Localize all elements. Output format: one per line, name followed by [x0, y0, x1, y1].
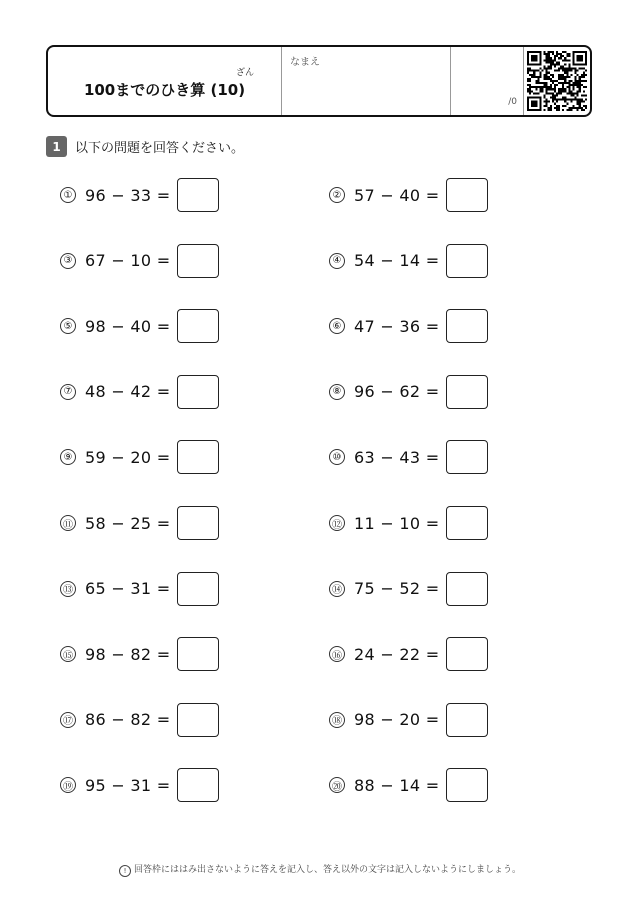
- answer-box[interactable]: [446, 572, 488, 606]
- problem-expression: 54 − 14 =: [354, 251, 440, 271]
- problem-number: ⑬: [60, 581, 76, 597]
- problem-expression: 48 − 42 =: [85, 382, 171, 402]
- problem-expression: 65 − 31 =: [85, 579, 171, 599]
- problem-number: ⑧: [329, 384, 345, 400]
- problem-expression: 86 − 82 =: [85, 710, 171, 730]
- problem-number: ⑪: [60, 515, 76, 531]
- problem-number: ④: [329, 253, 345, 269]
- instruction-row: [46, 136, 244, 157]
- problem-expression: 98 − 40 =: [85, 316, 171, 336]
- problem-expression: 63 − 43 =: [354, 447, 440, 467]
- problem-number: ⑥: [329, 318, 345, 334]
- problem-number: ⑳: [329, 777, 345, 793]
- problem-number: ⑮: [60, 646, 76, 662]
- answer-box[interactable]: [177, 768, 219, 802]
- problem-item: [60, 374, 219, 410]
- answer-box[interactable]: [446, 703, 488, 737]
- footer-text: 回答枠にははみ出さないように答えを記入し、答え以外の文字は記入しないようにしましょう。: [133, 865, 521, 875]
- problem-expression: 67 − 10 =: [85, 251, 171, 271]
- problem-number: ⑭: [329, 581, 345, 597]
- answer-box[interactable]: [177, 309, 219, 343]
- problem-item: [60, 439, 219, 475]
- problem-item: [329, 374, 488, 410]
- problem-expression: 75 − 52 =: [354, 579, 440, 599]
- problem-number: ③: [60, 253, 76, 269]
- problem-number: ⑰: [60, 712, 76, 728]
- problem-expression: 57 − 40 =: [354, 185, 440, 205]
- problem-expression: 24 − 22 =: [354, 644, 440, 664]
- problem-expression: 98 − 20 =: [354, 710, 440, 730]
- problem-expression: 47 − 36 =: [354, 316, 440, 336]
- problem-item: [60, 571, 219, 607]
- worksheet-header: [46, 45, 592, 117]
- problem-item: [329, 571, 488, 607]
- answer-box[interactable]: [446, 768, 488, 802]
- problem-number: ⑯: [329, 646, 345, 662]
- answer-box[interactable]: [446, 375, 488, 409]
- problem-number: ②: [329, 187, 345, 203]
- footer-note: [0, 862, 640, 877]
- problem-number: ⑫: [329, 515, 345, 531]
- answer-box[interactable]: [177, 440, 219, 474]
- answer-box[interactable]: [177, 375, 219, 409]
- answer-box[interactable]: [446, 440, 488, 474]
- problem-expression: 88 − 14 =: [354, 775, 440, 795]
- answer-box[interactable]: [446, 309, 488, 343]
- info-icon: !: [119, 865, 131, 877]
- problem-item: [329, 177, 488, 213]
- problem-item: [329, 505, 488, 541]
- answer-box[interactable]: [446, 244, 488, 278]
- problem-number: ⑩: [329, 449, 345, 465]
- score-cell: [451, 47, 524, 115]
- answer-box[interactable]: [177, 703, 219, 737]
- answer-box[interactable]: [177, 244, 219, 278]
- answer-box[interactable]: [177, 637, 219, 671]
- score-text: /0: [508, 97, 517, 107]
- worksheet-title: 100までのひき算 (10): [83, 81, 246, 99]
- problem-number: ⑦: [60, 384, 76, 400]
- answer-box[interactable]: [177, 572, 219, 606]
- problem-item: [329, 767, 488, 803]
- problem-item: [60, 308, 219, 344]
- problem-expression: 59 − 20 =: [85, 447, 171, 467]
- title-cell: [48, 47, 282, 115]
- problem-item: [329, 439, 488, 475]
- problem-expression: 11 − 10 =: [354, 513, 440, 533]
- problem-expression: 95 − 31 =: [85, 775, 171, 795]
- qr-cell: [524, 47, 590, 115]
- problem-item: [329, 243, 488, 279]
- answer-box[interactable]: [446, 178, 488, 212]
- answer-box[interactable]: [446, 637, 488, 671]
- answer-box[interactable]: [177, 178, 219, 212]
- answer-box[interactable]: [446, 506, 488, 540]
- problem-item: [329, 702, 488, 738]
- answer-box[interactable]: [177, 506, 219, 540]
- name-label: なまえ: [290, 57, 320, 68]
- problem-number: ⑲: [60, 777, 76, 793]
- problem-expression: 98 − 82 =: [85, 644, 171, 664]
- problem-number: ⑱: [329, 712, 345, 728]
- instruction-text: 以下の問題を回答ください。: [75, 141, 245, 156]
- title-ruby: ざん: [236, 68, 255, 78]
- problem-expression: 58 − 25 =: [85, 513, 171, 533]
- problem-expression: 96 − 62 =: [354, 382, 440, 402]
- problem-item: [60, 243, 219, 279]
- problem-number: ⑤: [60, 318, 76, 334]
- problem-item: [329, 308, 488, 344]
- problem-item: [60, 505, 219, 541]
- problem-expression: 96 − 33 =: [85, 185, 171, 205]
- problem-number: ⑨: [60, 449, 76, 465]
- problem-item: [329, 636, 488, 672]
- problem-item: [60, 767, 219, 803]
- problem-number: ①: [60, 187, 76, 203]
- section-number-badge: 1: [46, 136, 67, 157]
- problem-item: [60, 636, 219, 672]
- qr-code-icon: [527, 51, 587, 111]
- problem-item: [60, 177, 219, 213]
- name-field[interactable]: [282, 47, 451, 115]
- problem-item: [60, 702, 219, 738]
